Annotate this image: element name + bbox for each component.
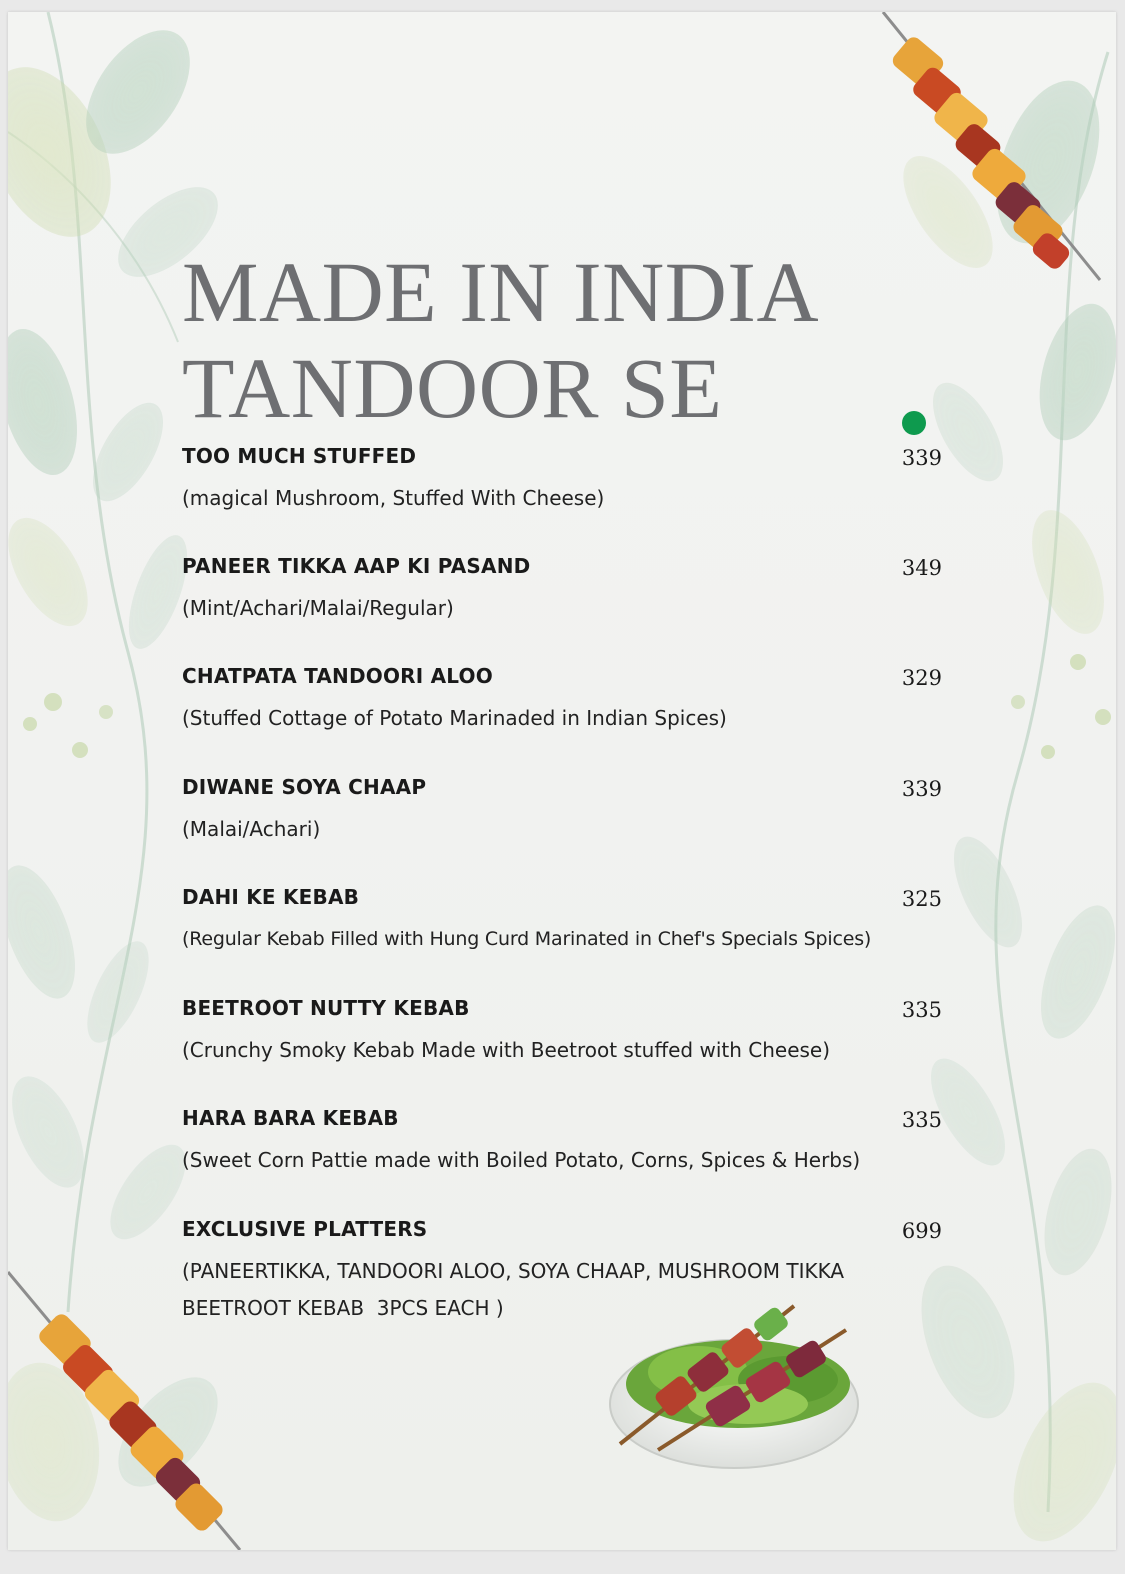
item-name: BEETROOT NUTTY KEBAB [182, 996, 470, 1020]
item-price: 335 [901, 1108, 942, 1132]
item-description-line-1: (PANEERTIKKA, TANDOORI ALOO, SOYA CHAAP, MUSHROOM TIKKA [182, 1259, 845, 1283]
item-name: TOO MUCH STUFFED [182, 444, 417, 468]
page-title [182, 244, 819, 436]
item-price: 339 [901, 446, 942, 470]
item-description: (Stuffed Cottage of Potato Marinaded in Indian Spices) [182, 706, 727, 730]
item-name: HARA BARA KEBAB [182, 1106, 399, 1130]
item-name: CHATPATA TANDOORI ALOO [182, 664, 493, 688]
green-dot-icon [902, 411, 926, 435]
item-description: (Sweet Corn Pattie made with Boiled Potato, Corns, Spices & Herbs) [182, 1148, 861, 1172]
item-name: EXCLUSIVE PLATTERS [182, 1217, 428, 1241]
item-description [182, 1253, 942, 1327]
item-description: (Malai/Achari) [182, 817, 321, 841]
item-description: (magical Mushroom, Stuffed With Cheese) [182, 486, 605, 510]
item-name: DIWANE SOYA CHAAP [182, 775, 427, 799]
item-description: (Crunchy Smoky Kebab Made with Beetroot stuffed with Cheese) [182, 1038, 831, 1062]
item-price: 699 [901, 1219, 942, 1243]
item-price: 329 [901, 666, 942, 690]
item-price: 325 [901, 887, 942, 911]
item-price: 339 [901, 777, 942, 801]
item-price: 349 [901, 556, 942, 580]
item-description: (Mint/Achari/Malai/Regular) [182, 596, 454, 620]
item-price: 335 [901, 998, 942, 1022]
title-line-1: MADE IN INDIA [182, 244, 820, 340]
item-description: (Regular Kebab Filled with Hung Curd Marinated in Chef's Specials Spices) [182, 928, 872, 950]
item-description-line-2: BEETROOT KEBAB 3PCS EACH ) [182, 1296, 504, 1320]
item-name: PANEER TIKKA AAP KI PASAND [182, 554, 531, 578]
title-line-2: TANDOOR SE [182, 340, 723, 436]
item-name: DAHI KE KEBAB [182, 885, 360, 909]
kebab-plate-icon [610, 1305, 858, 1468]
menu-page [8, 12, 1116, 1550]
